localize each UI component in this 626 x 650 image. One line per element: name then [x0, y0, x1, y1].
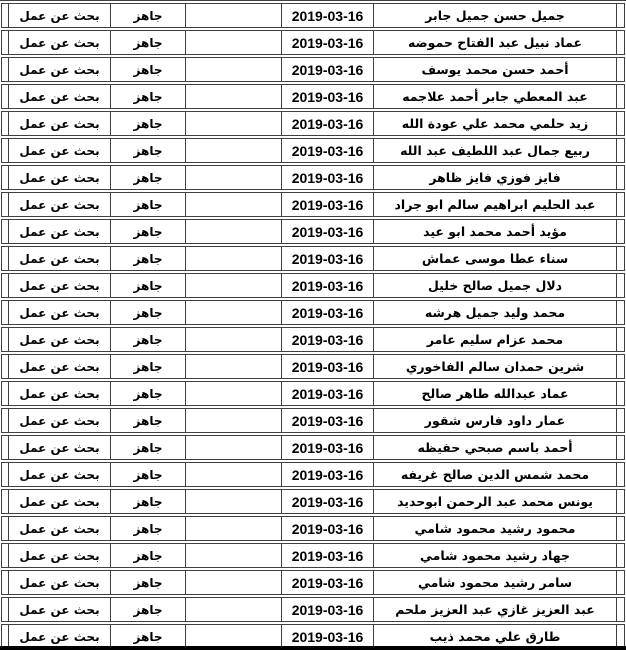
date-cell: 2019-03-16: [281, 30, 374, 55]
readiness-cell: جاهز: [110, 327, 186, 352]
date-cell: 2019-03-16: [281, 327, 374, 352]
empty-cell: [185, 543, 282, 568]
table-row: [1, 3, 626, 28]
date-cell: 2019-03-16: [281, 516, 374, 541]
search-status-cell: بحث عن عمل: [8, 273, 111, 298]
empty-cell: [185, 138, 282, 163]
table-row: [1, 435, 626, 460]
right-edge-cell: [616, 246, 625, 271]
date-cell: 2019-03-16: [281, 138, 374, 163]
empty-cell: [185, 489, 282, 514]
right-edge-cell: [616, 57, 625, 82]
table-row: [1, 165, 626, 190]
name-cell: شرين حمدان سالم الفاخوري: [373, 354, 617, 379]
readiness-cell: جاهز: [110, 462, 186, 487]
search-status-cell: بحث عن عمل: [8, 435, 111, 460]
empty-cell: [185, 192, 282, 217]
readiness-cell: جاهز: [110, 192, 186, 217]
name-cell: زيد حلمي محمد علي عودة الله: [373, 111, 617, 136]
search-status-cell: بحث عن عمل: [8, 381, 111, 406]
empty-cell: [185, 300, 282, 325]
search-status-cell: بحث عن عمل: [8, 57, 111, 82]
name-cell: يونس محمد عبد الرحمن ابوحديد: [373, 489, 617, 514]
date-cell: 2019-03-16: [281, 192, 374, 217]
right-edge-cell: [616, 381, 625, 406]
right-edge-cell: [616, 543, 625, 568]
table-row: [1, 57, 626, 82]
search-status-cell: بحث عن عمل: [8, 138, 111, 163]
search-status-cell: بحث عن عمل: [8, 354, 111, 379]
name-cell: جهاد رشيد محمود شامي: [373, 543, 617, 568]
empty-cell: [185, 165, 282, 190]
name-cell: عماد نبيل عبد الفتاح حموضه: [373, 30, 617, 55]
right-edge-cell: [616, 84, 625, 109]
name-cell: دلال جميل صالح خليل: [373, 273, 617, 298]
search-status-cell: بحث عن عمل: [8, 219, 111, 244]
empty-cell: [185, 516, 282, 541]
name-cell: عمار داود فارس شقور: [373, 408, 617, 433]
empty-cell: [185, 408, 282, 433]
readiness-cell: جاهز: [110, 111, 186, 136]
name-cell: طارق علي محمد ذيب: [373, 624, 617, 649]
right-edge-cell: [616, 165, 625, 190]
right-edge-cell: [616, 354, 625, 379]
table-row: [1, 219, 626, 244]
table-row: [1, 408, 626, 433]
date-cell: 2019-03-16: [281, 165, 374, 190]
date-cell: 2019-03-16: [281, 489, 374, 514]
right-edge-cell: [616, 192, 625, 217]
date-cell: 2019-03-16: [281, 300, 374, 325]
empty-cell: [185, 597, 282, 622]
name-cell: عبد العزيز غازي عبد العزيز ملحم: [373, 597, 617, 622]
date-cell: 2019-03-16: [281, 543, 374, 568]
right-edge-cell: [616, 435, 625, 460]
table-row: [1, 516, 626, 541]
right-edge-cell: [616, 408, 625, 433]
empty-cell: [185, 246, 282, 271]
right-edge-cell: [616, 273, 625, 298]
date-cell: 2019-03-16: [281, 597, 374, 622]
table-row: [1, 327, 626, 352]
empty-cell: [185, 57, 282, 82]
empty-cell: [185, 219, 282, 244]
page-bottom-border: [0, 646, 626, 650]
name-cell: محمد عزام سليم عامر: [373, 327, 617, 352]
table-row: [1, 543, 626, 568]
search-status-cell: بحث عن عمل: [8, 165, 111, 190]
table-row: [1, 489, 626, 514]
table-row: [1, 354, 626, 379]
date-cell: 2019-03-16: [281, 381, 374, 406]
date-cell: 2019-03-16: [281, 570, 374, 595]
readiness-cell: جاهز: [110, 543, 186, 568]
table-row: [1, 300, 626, 325]
right-edge-cell: [616, 30, 625, 55]
date-cell: 2019-03-16: [281, 219, 374, 244]
date-cell: 2019-03-16: [281, 408, 374, 433]
right-edge-cell: [616, 462, 625, 487]
readiness-cell: جاهز: [110, 165, 186, 190]
right-edge-cell: [616, 138, 625, 163]
empty-cell: [185, 570, 282, 595]
readiness-cell: جاهز: [110, 219, 186, 244]
name-cell: محمد وليد جميل هرشه: [373, 300, 617, 325]
date-cell: 2019-03-16: [281, 246, 374, 271]
date-cell: 2019-03-16: [281, 624, 374, 649]
empty-cell: [185, 354, 282, 379]
table-row: [1, 246, 626, 271]
readiness-cell: جاهز: [110, 354, 186, 379]
readiness-cell: جاهز: [110, 570, 186, 595]
right-edge-cell: [616, 219, 625, 244]
right-edge-cell: [616, 516, 625, 541]
right-edge-cell: [616, 111, 625, 136]
name-cell: عماد عبدالله طاهر صالح: [373, 381, 617, 406]
date-cell: 2019-03-16: [281, 435, 374, 460]
search-status-cell: بحث عن عمل: [8, 30, 111, 55]
search-status-cell: بحث عن عمل: [8, 489, 111, 514]
empty-cell: [185, 327, 282, 352]
search-status-cell: بحث عن عمل: [8, 300, 111, 325]
readiness-cell: جاهز: [110, 84, 186, 109]
search-status-cell: بحث عن عمل: [8, 543, 111, 568]
search-status-cell: بحث عن عمل: [8, 624, 111, 649]
name-cell: ربيع جمال عبد اللطيف عبد الله: [373, 138, 617, 163]
table-row: [1, 30, 626, 55]
table-row: [1, 84, 626, 109]
name-cell: سناء عطا موسى عماش: [373, 246, 617, 271]
date-cell: 2019-03-16: [281, 84, 374, 109]
readiness-cell: جاهز: [110, 624, 186, 649]
right-edge-cell: [616, 327, 625, 352]
readiness-cell: جاهز: [110, 489, 186, 514]
search-status-cell: بحث عن عمل: [8, 246, 111, 271]
table-row: [1, 462, 626, 487]
date-cell: 2019-03-16: [281, 354, 374, 379]
right-edge-cell: [616, 489, 625, 514]
readiness-cell: جاهز: [110, 300, 186, 325]
date-cell: 2019-03-16: [281, 57, 374, 82]
empty-cell: [185, 462, 282, 487]
readiness-cell: جاهز: [110, 381, 186, 406]
table-top-border: [0, 0, 626, 1]
empty-cell: [185, 111, 282, 136]
name-cell: أحمد حسن محمد يوسف: [373, 57, 617, 82]
name-cell: محمد شمس الدين صالح غريفه: [373, 462, 617, 487]
date-cell: 2019-03-16: [281, 111, 374, 136]
readiness-cell: جاهز: [110, 597, 186, 622]
table-row: [1, 273, 626, 298]
right-edge-cell: [616, 597, 625, 622]
search-status-cell: بحث عن عمل: [8, 111, 111, 136]
empty-cell: [185, 435, 282, 460]
name-cell: عبد الحليم ابراهيم سالم ابو جراد: [373, 192, 617, 217]
readiness-cell: جاهز: [110, 57, 186, 82]
readiness-cell: جاهز: [110, 138, 186, 163]
readiness-cell: جاهز: [110, 246, 186, 271]
name-cell: جميل حسن جميل جابر: [373, 3, 617, 28]
readiness-cell: جاهز: [110, 3, 186, 28]
name-cell: محمود رشيد محمود شامي: [373, 516, 617, 541]
table-row: [1, 597, 626, 622]
search-status-cell: بحث عن عمل: [8, 3, 111, 28]
name-cell: عبد المعطي جابر أحمد علاجمه: [373, 84, 617, 109]
readiness-cell: جاهز: [110, 273, 186, 298]
right-edge-cell: [616, 300, 625, 325]
empty-cell: [185, 84, 282, 109]
search-status-cell: بحث عن عمل: [8, 462, 111, 487]
readiness-cell: جاهز: [110, 435, 186, 460]
empty-cell: [185, 381, 282, 406]
search-status-cell: بحث عن عمل: [8, 327, 111, 352]
name-cell: أحمد باسم صبحي حفيظه: [373, 435, 617, 460]
empty-cell: [185, 3, 282, 28]
date-cell: 2019-03-16: [281, 273, 374, 298]
date-cell: 2019-03-16: [281, 462, 374, 487]
table-row: [1, 192, 626, 217]
readiness-cell: جاهز: [110, 516, 186, 541]
search-status-cell: بحث عن عمل: [8, 597, 111, 622]
name-cell: مؤيد أحمد محمد ابو عيد: [373, 219, 617, 244]
search-status-cell: بحث عن عمل: [8, 84, 111, 109]
name-cell: فايز فوزي فايز ظاهر: [373, 165, 617, 190]
right-edge-cell: [616, 570, 625, 595]
search-status-cell: بحث عن عمل: [8, 408, 111, 433]
readiness-cell: جاهز: [110, 30, 186, 55]
table-row: [1, 111, 626, 136]
table-row: [1, 381, 626, 406]
empty-cell: [185, 30, 282, 55]
readiness-cell: جاهز: [110, 408, 186, 433]
search-status-cell: بحث عن عمل: [8, 516, 111, 541]
name-cell: سامر رشيد محمود شامي: [373, 570, 617, 595]
records-table: [0, 3, 626, 649]
search-status-cell: بحث عن عمل: [8, 192, 111, 217]
search-status-cell: بحث عن عمل: [8, 570, 111, 595]
right-edge-cell: [616, 3, 625, 28]
table-row: [1, 570, 626, 595]
empty-cell: [185, 273, 282, 298]
table-row: [1, 138, 626, 163]
date-cell: 2019-03-16: [281, 3, 374, 28]
